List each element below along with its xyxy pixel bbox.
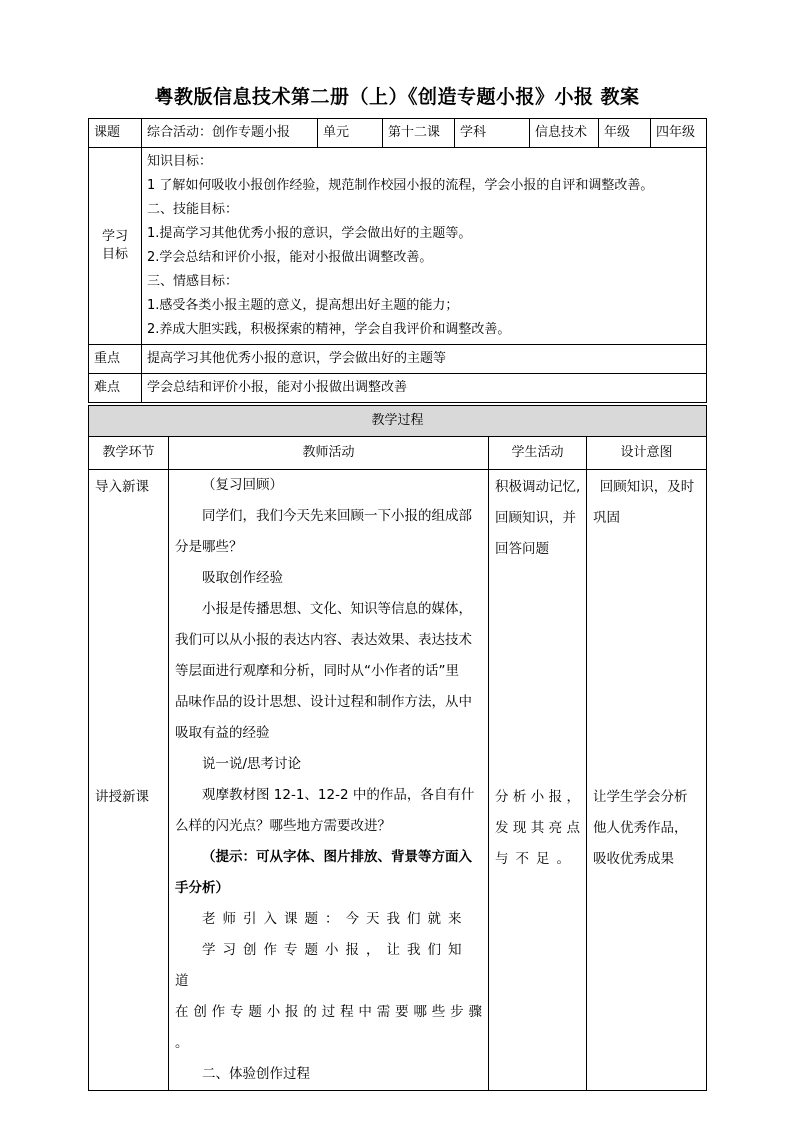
teacher-line: 在创作专题小报的过程中需要哪些步骤 [175,1004,482,1020]
student-line: 回答问题 [495,541,549,557]
teacher-line: 老师引入课题：今天我们就来 [202,911,469,927]
teacher-line: 。 [175,1035,189,1051]
intent-line: 让学生学会分析 [593,789,688,805]
key-point-row [89,345,707,374]
intent-line: 巩固 [593,510,620,526]
course-value: 综合活动：创作专题小报 [142,119,318,148]
goal-line: 1 了解如何吸收小报创作经验，规范制作校园小报的流程，学会小报的自评和调整改善。 [147,178,654,193]
difficult-point-row [89,374,707,403]
goal-line: 1.感受各类小报主题的意义，提高想出好主题的能力； [147,298,459,313]
goal-line: 1.提高学习其他优秀小报的意识，学会做出好的主题等。 [147,226,472,241]
teacher-line: 吸取有益的经验 [175,725,270,741]
teacher-line: 分是哪些？ [175,539,243,555]
unit-label: 单元 [318,119,383,148]
teacher-line: 等层面进行观摩和分析，同时从“小作者的话”里 [175,663,459,679]
teacher-line: 同学们，我们今天先来回顾一下小报的组成部 [202,508,472,524]
goal-line: 2.养成大胆实践，积极探索的精神，学会自我评价和调整改善。 [147,322,511,337]
grade-label: 年级 [599,119,651,148]
student-line: 与不足。 [495,851,577,867]
goals-row [89,148,707,345]
teacher-hint-line: 手分析） [175,880,229,896]
teacher-activity [169,470,489,1091]
teacher-line: 小报是传播思想、文化、知识等信息的媒体， [202,601,472,617]
goal-line: 三、情感目标： [147,274,239,289]
teacher-line: （复习回顾） [202,477,283,493]
difficult-point-label: 难点 [89,374,142,403]
lesson-info-table [88,118,707,403]
teacher-line: 二、体验创作过程 [202,1066,310,1082]
goal-line: 二、技能目标： [147,202,239,217]
goals-label-line1: 学习 [101,229,128,244]
header-student: 学生活动 [489,437,587,470]
header-step: 教学环节 [89,437,169,470]
goals-label [89,148,142,345]
teacher-line: 吸取创作经验 [202,570,283,586]
teacher-hint-line: （提示：可从字体、图片排放、背景等方面入 [202,849,472,865]
teacher-line: 么样的闪光点？哪些地方需要改进？ [175,818,391,834]
process-band-row [89,406,707,437]
student-line: 回顾知识，并 [495,510,576,526]
intent-line: 他人优秀作品， [593,820,688,836]
course-label: 课题 [89,119,142,148]
goal-line: 知识目标： [147,154,213,169]
process-header-row [89,437,707,470]
teacher-line: 品味作品的设计思想、设计过程和制作方法，从中 [175,694,472,710]
student-line: 分析小报， [495,789,580,805]
process-band: 教学过程 [89,406,707,437]
goals-label-line2: 目标 [101,247,128,262]
step-intro: 导入新课 [95,479,149,495]
teacher-line: 观摩教材图 12-1、12-2 中的作品，各自有什 [202,787,475,803]
student-activity [489,470,587,1091]
key-point-label: 重点 [89,345,142,374]
difficult-point-value: 学会总结和评价小报，能对小报做出调整改善 [142,374,707,403]
info-row [89,119,707,148]
page-title: 粤教版信息技术第二册（上）《创造专题小报》小报 教案 [154,86,640,108]
unit-value: 第十二课 [383,119,455,148]
header-intent: 设计意图 [587,437,707,470]
intent-line: 吸收优秀成果 [593,851,674,867]
design-intent [587,470,707,1091]
subject-label: 学科 [455,119,530,148]
teaching-process-table [88,405,707,1091]
header-teacher: 教师活动 [169,437,489,470]
grade-value: 四年级 [651,119,707,148]
teacher-line: 学习创作专题小报，让我们知道 [175,942,469,989]
key-point-value: 提高学习其他优秀小报的意识，学会做出好的主题等 [142,345,707,374]
teacher-line: 我们可以从小报的表达内容、表达效果、表达技术 [175,632,472,648]
student-line: 积极调动记忆, [495,479,581,495]
process-body-row [89,470,707,1091]
step-teach: 讲授新课 [95,789,149,805]
teacher-line: 说一说/思考讨论 [202,756,302,772]
step-column [89,470,169,1091]
goal-line: 2.学会总结和评价小报，能对小报做出调整改善。 [147,250,433,265]
goals-content [142,148,707,345]
subject-value: 信息技术 [530,119,599,148]
intent-line: 回顾知识，及时 [599,479,695,495]
student-line: 发现其亮点 [495,820,580,836]
